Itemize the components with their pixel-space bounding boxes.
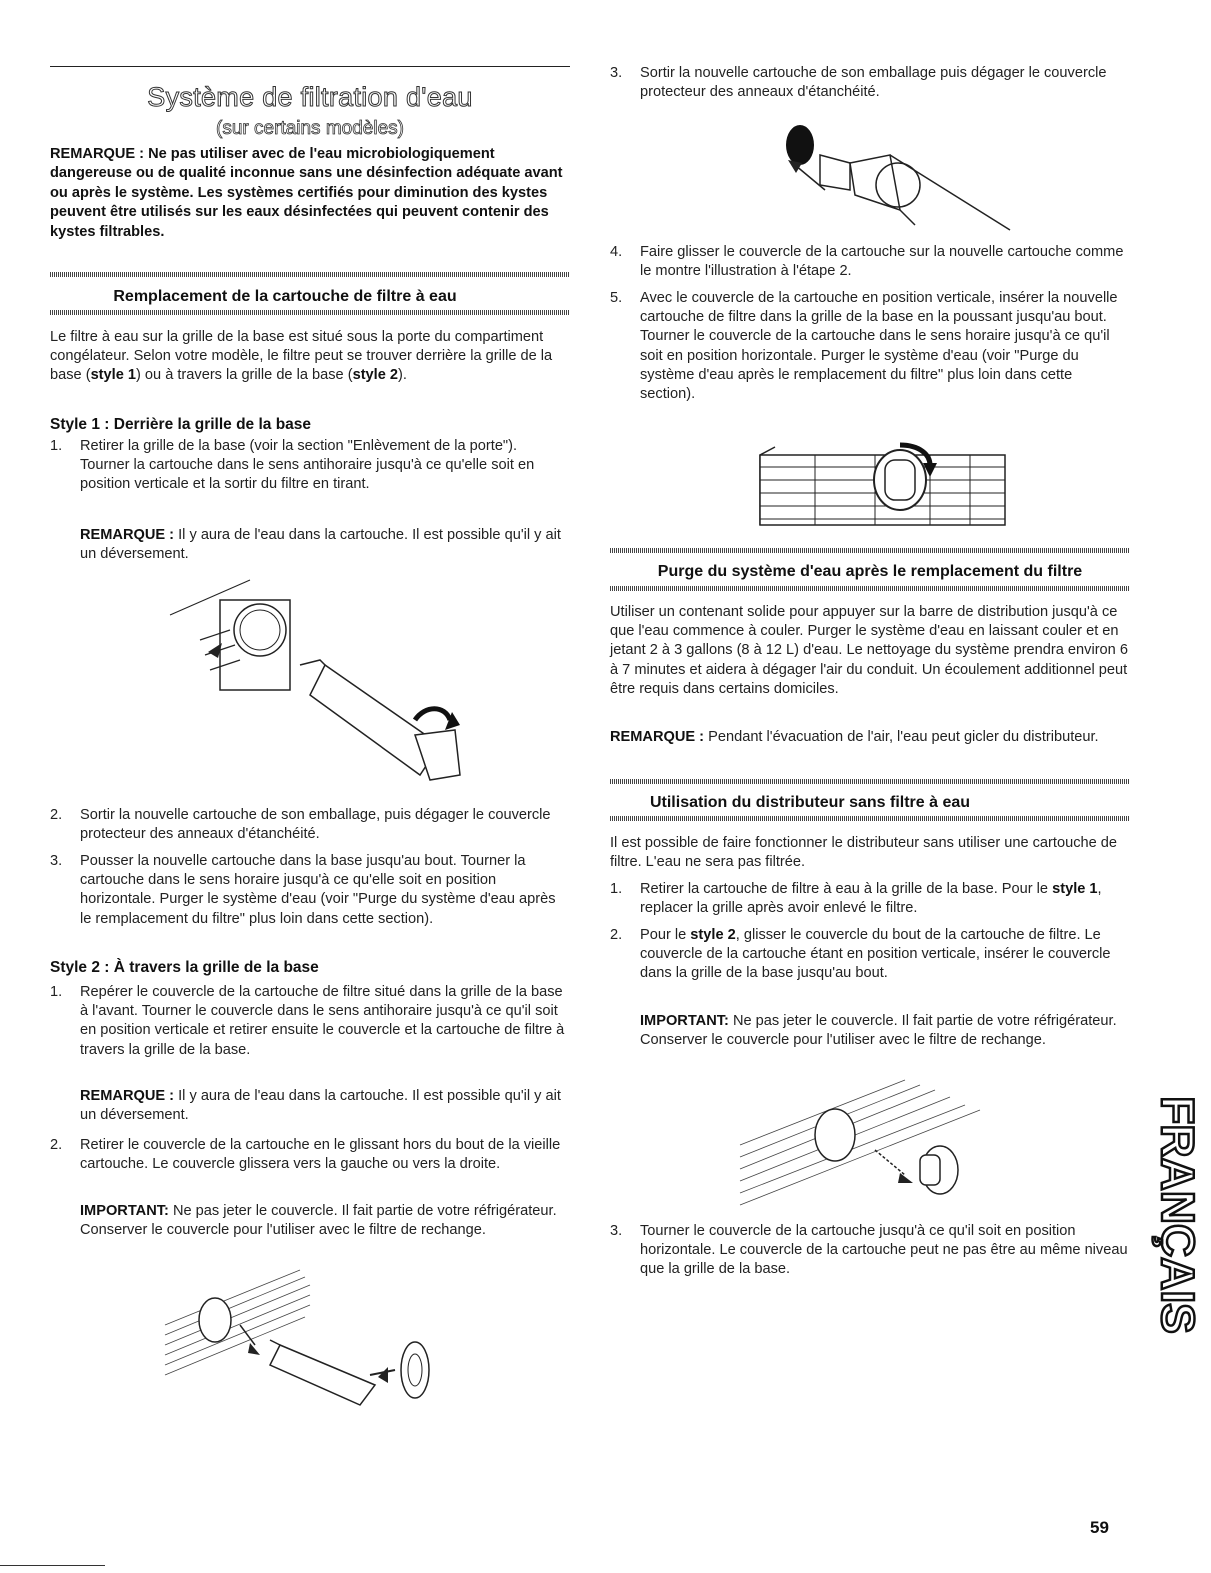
no-filter-intro: Il est possible de faire fonctionner le distributeur sans utiliser une cartouche de filtre. L'eau ne sera pas filtrée.	[610, 835, 1118, 871]
list-item: 2. Sortir la nouvelle cartouche de son emballage, puis dégager le couvercle protecteur des anneaux d'étanchéité.	[50, 807, 551, 843]
side-tab-label: FRANÇAIS	[1151, 1096, 1204, 1334]
divider	[50, 272, 570, 277]
warning-note: REMARQUE : Ne pas utiliser avec de l'eau microbiologiquement dangereuse ou de qualité inconnue sans une désinfection adéquate avant ou après le système. Les systèmes certifiés pour diminution des kystes peuvent être utilisés sur les eaux désinfectées qui peuvent contenir des kystes filtrables.	[50, 146, 563, 240]
section-heading-purge: Purge du système d'eau après le remplacement du filtre	[657, 563, 1083, 580]
list-item: 1. Retirer la cartouche de filtre à eau à la grille de la base. Pour le style 1, replacer la grille après avoir enlevé le filtre.	[610, 881, 1102, 917]
intro-paragraph: Le filtre à eau sur la grille de la base est situé sous la porte du compartiment congélateur. Selon votre modèle, le filtre peut se trouver derrière la grille de la base (style 1) ou à travers la grille de la base (style 2).	[50, 329, 553, 384]
style1-heading: Style 1 : Derrière la grille de la base	[50, 416, 312, 433]
important-note: IMPORTANT: Ne pas jeter le couvercle. Il fait partie de votre réfrigérateur. Conserver le couvercle pour l'utiliser avec le filtre de rechange.	[80, 1203, 557, 1239]
divider	[610, 548, 1130, 553]
section-heading-no-filter: Utilisation du distributeur sans filtre à eau	[649, 794, 971, 811]
list-item: 5. Avec le couvercle de la cartouche en position verticale, insérer la nouvelle cartouche de filtre dans la grille de la base en la poussant jusqu'au bout. Tourner le couvercle de la cartouche dans le sens horaire jusqu'à ce qu'il soit en position horizontale. Purger le système d'eau (voir "Purge du système d'eau après le remplacement du filtre" plus loin dans cette section).	[610, 290, 1118, 403]
style1-cartridge-illustration	[160, 570, 480, 800]
list-item: 1. Retirer la grille de la base (voir la section "Enlèvement de la porte"). Tourner la cartouche dans le sens antihoraire jusqu'à ce qu'elle soit en position verticale et la sortir du filtre en tirant.	[50, 438, 535, 493]
divider	[610, 586, 1130, 591]
list-item: 1. Repérer le couvercle de la cartouche de filtre situé dans la grille de la base à l'avant. Tourner le couvercle dans le sens antihoraire jusqu'à ce qu'il soit en position verticale et retirer ensuite le couvercle et la cartouche de filtre à travers la grille de la base.	[50, 984, 565, 1058]
divider	[610, 779, 1130, 784]
remark-note: REMARQUE : Il y aura de l'eau dans la cartouche. Il est possible qu'il y ait un déversement.	[80, 527, 561, 563]
page-number: 59	[1090, 1518, 1109, 1537]
list-item: 3. Tourner le couvercle de la cartouche jusqu'à ce qu'il soit en position horizontale. Le couvercle de la cartouche peut ne pas être au même niveau que la grille de la base.	[610, 1223, 1128, 1278]
section-heading-replacement: Remplacement de la cartouche de filtre à eau	[113, 288, 457, 305]
list-item: 2. Retirer le couvercle de la cartouche en le glissant hors du bout de la vieille cartouche. Le couvercle glissera vers la gauche ou vers la droite.	[50, 1137, 561, 1173]
language-side-tab	[1151, 1075, 1204, 1355]
purge-paragraph: Utiliser un contenant solide pour appuyer sur la barre de distribution jusqu'à ce que l'eau commence à couler. Purger le système d'eau en laissant couler et en jetant 2 à 3 gallons (8 à 12 L) d'eau. Le nettoyage du système prendra environ 6 à 7 minutes et aidera à dégager l'air du conduit. Un écoulement additionnel peut être requis dans certains domiciles.	[610, 604, 1128, 697]
list-item: 3. Sortir la nouvelle cartouche de son emballage puis dégager le couvercle protecteur des anneaux d'étanchéité.	[610, 65, 1107, 101]
page-subtitle: (sur certains modèles)	[216, 118, 404, 139]
list-item: 2. Pour le style 2, glisser le couvercle du bout de la cartouche de filtre. Le couvercle de la cartouche étant en position verticale, insérer le couvercle dans la grille de la base jusqu'au bout.	[610, 927, 1111, 982]
remark-note: REMARQUE : Il y aura de l'eau dans la cartouche. Il est possible qu'il y ait un déversement.	[80, 1088, 561, 1124]
divider	[610, 816, 1130, 821]
purge-remark: REMARQUE : Pendant l'évacuation de l'air, l'eau peut gicler du distributeur.	[610, 729, 1099, 745]
footer-rule	[0, 1565, 105, 1566]
cap-in-grille-illustration	[735, 1075, 995, 1215]
page-title: Système de filtration d'eau	[147, 82, 473, 112]
divider	[50, 310, 570, 315]
important-note: IMPORTANT: Ne pas jeter le couvercle. Il fait partie de votre réfrigérateur. Conserver le couvercle pour l'utiliser avec le filtre de rechange.	[640, 1013, 1117, 1049]
cartridge-cap-illustration	[770, 115, 1030, 235]
style2-heading: Style 2 : À travers la grille de la base	[50, 959, 319, 976]
list-item: 3. Pousser la nouvelle cartouche dans la base jusqu'au bout. Tourner la cartouche dans le sens horaire jusqu'à ce qu'elle soit en position horizontale. Purger le système d'eau (voir "Purge du système d'eau après le remplacement du filtre" plus loin dans cette section).	[50, 853, 556, 927]
list-item: 4. Faire glisser le couvercle de la cartouche sur la nouvelle cartouche comme le montre l'illustration à l'étape 2.	[610, 244, 1124, 280]
grille-cap-illustration	[745, 435, 1015, 535]
top-rule	[50, 66, 570, 67]
style2-cover-removal-illustration	[160, 1265, 440, 1415]
